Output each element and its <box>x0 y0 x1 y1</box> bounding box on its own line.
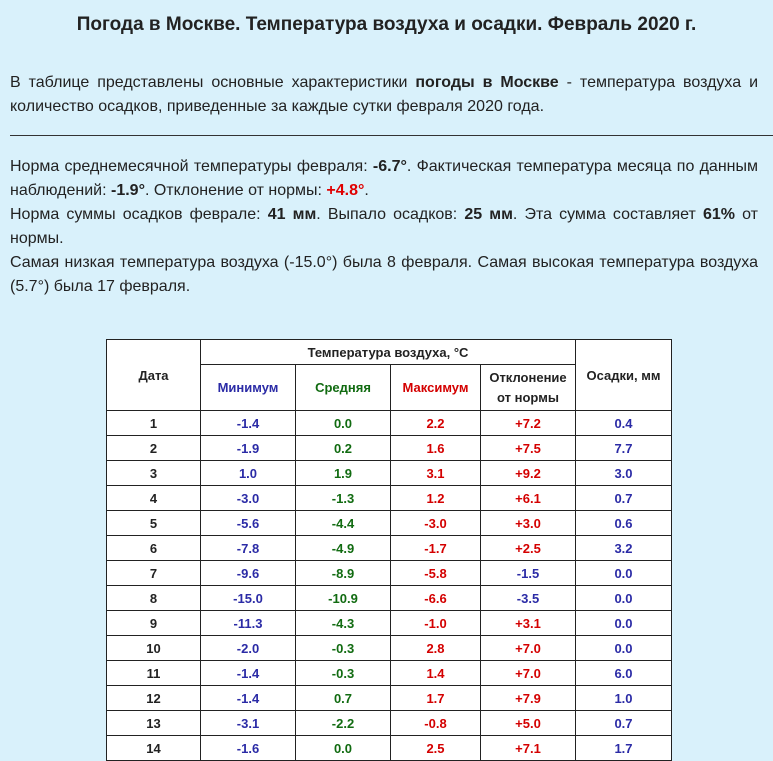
cell-deviation: +7.0 <box>481 661 576 686</box>
norm-temp-value: -6.7° <box>372 158 407 175</box>
actual-precip-value: 25 мм <box>464 206 513 223</box>
cell-deviation: +2.5 <box>481 536 576 561</box>
norm-precip-value: 41 мм <box>267 206 317 223</box>
cell-avg: 1.9 <box>296 461 391 486</box>
table-row <box>107 436 672 461</box>
header-date: Дата <box>107 340 201 411</box>
cell-max: 3.1 <box>391 461 481 486</box>
intro-paragraph <box>10 71 758 119</box>
horizontal-divider <box>10 135 773 136</box>
precipitation-stats <box>10 203 758 251</box>
cell-deviation: +7.9 <box>481 686 576 711</box>
header-max: Максимум <box>391 365 481 411</box>
header-temp-group: Температура воздуха, °C <box>201 340 576 365</box>
intro-text-before: В таблице представлены основные характеристики <box>10 74 416 91</box>
cell-deviation: +7.0 <box>481 636 576 661</box>
header-min: Минимум <box>201 365 296 411</box>
cell-day: 11 <box>107 661 201 686</box>
cell-min: -2.0 <box>201 636 296 661</box>
cell-precip: 0.0 <box>576 611 672 636</box>
cell-avg: -8.9 <box>296 561 391 586</box>
cell-avg: 0.2 <box>296 436 391 461</box>
cell-day: 10 <box>107 636 201 661</box>
table-row <box>107 736 672 761</box>
cell-precip: 3.0 <box>576 461 672 486</box>
cell-avg: -0.3 <box>296 661 391 686</box>
precip-actual-label: . Выпало осадков: <box>316 206 465 223</box>
cell-max: 1.2 <box>391 486 481 511</box>
table-row <box>107 686 672 711</box>
temp-actual-label: . Фактическая температура месяца по данным наблюдений: <box>10 158 759 199</box>
cell-min: -3.0 <box>201 486 296 511</box>
cell-deviation: +6.1 <box>481 486 576 511</box>
precip-percent-label: . Эта сумма составляет <box>512 206 703 223</box>
cell-day: 2 <box>107 436 201 461</box>
table-row <box>107 536 672 561</box>
cell-precip: 0.0 <box>576 636 672 661</box>
table-row <box>107 486 672 511</box>
cell-precip: 6.0 <box>576 661 672 686</box>
cell-avg: -4.9 <box>296 536 391 561</box>
page-title: Погода в Москве. Температура воздуха и осадки. Февраль 2020 г. <box>76 14 697 35</box>
precip-norm-label: Норма суммы осадков феврале: <box>10 206 268 223</box>
cell-precip: 0.0 <box>576 561 672 586</box>
cell-max: 1.4 <box>391 661 481 686</box>
table-row <box>107 461 672 486</box>
cell-precip: 7.7 <box>576 436 672 461</box>
cell-avg: 0.7 <box>296 686 391 711</box>
cell-max: -5.8 <box>391 561 481 586</box>
cell-max: 1.6 <box>391 436 481 461</box>
table-row <box>107 611 672 636</box>
precip-stats-end: от нормы. <box>10 206 758 247</box>
cell-max: -1.7 <box>391 536 481 561</box>
cell-max: -1.0 <box>391 611 481 636</box>
cell-deviation: +3.0 <box>481 511 576 536</box>
cell-day: 4 <box>107 486 201 511</box>
cell-deviation: -1.5 <box>481 561 576 586</box>
precip-percent-value: 61% <box>702 206 736 223</box>
cell-precip: 0.0 <box>576 586 672 611</box>
cell-precip: 3.2 <box>576 536 672 561</box>
cell-day: 7 <box>107 561 201 586</box>
cell-max: 1.7 <box>391 686 481 711</box>
header-avg: Средняя <box>296 365 391 411</box>
cell-min: -9.6 <box>201 561 296 586</box>
cell-day: 12 <box>107 686 201 711</box>
cell-precip: 0.7 <box>576 711 672 736</box>
stats-block <box>10 155 758 299</box>
extremes-stats: Самая низкая температура воздуха (-15.0°) была 8 февраля. Самая высокая температура воздуха (5.7°) была 17 февраля. <box>10 254 758 295</box>
cell-min: -7.8 <box>201 536 296 561</box>
cell-min: 1.0 <box>201 461 296 486</box>
cell-max: 2.5 <box>391 736 481 761</box>
cell-min: -11.3 <box>201 611 296 636</box>
table-row <box>107 411 672 436</box>
header-deviation: Отклонение от нормы <box>481 365 576 411</box>
header-precip: Осадки, мм <box>576 340 672 411</box>
cell-day: 1 <box>107 411 201 436</box>
cell-deviation: -3.5 <box>481 586 576 611</box>
table-row <box>107 636 672 661</box>
table-row <box>107 711 672 736</box>
temperature-stats <box>10 155 758 203</box>
cell-max: 2.8 <box>391 636 481 661</box>
cell-min: -1.6 <box>201 736 296 761</box>
cell-precip: 1.7 <box>576 736 672 761</box>
cell-precip: 0.7 <box>576 486 672 511</box>
cell-max: -3.0 <box>391 511 481 536</box>
cell-avg: -2.2 <box>296 711 391 736</box>
table-row <box>107 561 672 586</box>
temp-deviation-label: . Отклонение от нормы: <box>144 182 327 199</box>
cell-day: 5 <box>107 511 201 536</box>
cell-day: 14 <box>107 736 201 761</box>
cell-day: 6 <box>107 536 201 561</box>
table-row <box>107 661 672 686</box>
cell-avg: -0.3 <box>296 636 391 661</box>
cell-deviation: +7.1 <box>481 736 576 761</box>
cell-precip: 1.0 <box>576 686 672 711</box>
cell-max: 2.2 <box>391 411 481 436</box>
cell-deviation: +9.2 <box>481 461 576 486</box>
cell-day: 13 <box>107 711 201 736</box>
cell-min: -1.4 <box>201 411 296 436</box>
table-row <box>107 511 672 536</box>
cell-day: 3 <box>107 461 201 486</box>
cell-deviation: +5.0 <box>481 711 576 736</box>
cell-avg: -4.4 <box>296 511 391 536</box>
cell-avg: 0.0 <box>296 736 391 761</box>
cell-min: -15.0 <box>201 586 296 611</box>
cell-min: -3.1 <box>201 711 296 736</box>
temp-norm-label: Норма среднемесячной температуры февраля: <box>10 158 373 175</box>
cell-avg: 0.0 <box>296 411 391 436</box>
cell-avg: -10.9 <box>296 586 391 611</box>
cell-day: 8 <box>107 586 201 611</box>
cell-min: -1.9 <box>201 436 296 461</box>
table-row <box>107 586 672 611</box>
cell-avg: -4.3 <box>296 611 391 636</box>
cell-max: -0.8 <box>391 711 481 736</box>
intro-text-after: - температура воздуха и количество осадков, приведенные за каждые сутки февраля 2020 года. <box>10 74 759 115</box>
cell-max: -6.6 <box>391 586 481 611</box>
cell-min: -1.4 <box>201 686 296 711</box>
temp-deviation-value: +4.8° <box>326 182 365 199</box>
cell-min: -5.6 <box>201 511 296 536</box>
cell-precip: 0.6 <box>576 511 672 536</box>
cell-deviation: +7.5 <box>481 436 576 461</box>
temp-stats-end: . <box>364 182 369 199</box>
intro-bold-link: погоды в Москве <box>415 74 559 91</box>
actual-temp-value: -1.9° <box>111 182 145 199</box>
cell-day: 9 <box>107 611 201 636</box>
cell-deviation: +7.2 <box>481 411 576 436</box>
cell-deviation: +3.1 <box>481 611 576 636</box>
weather-table <box>106 339 672 761</box>
cell-precip: 0.4 <box>576 411 672 436</box>
cell-avg: -1.3 <box>296 486 391 511</box>
cell-min: -1.4 <box>201 661 296 686</box>
